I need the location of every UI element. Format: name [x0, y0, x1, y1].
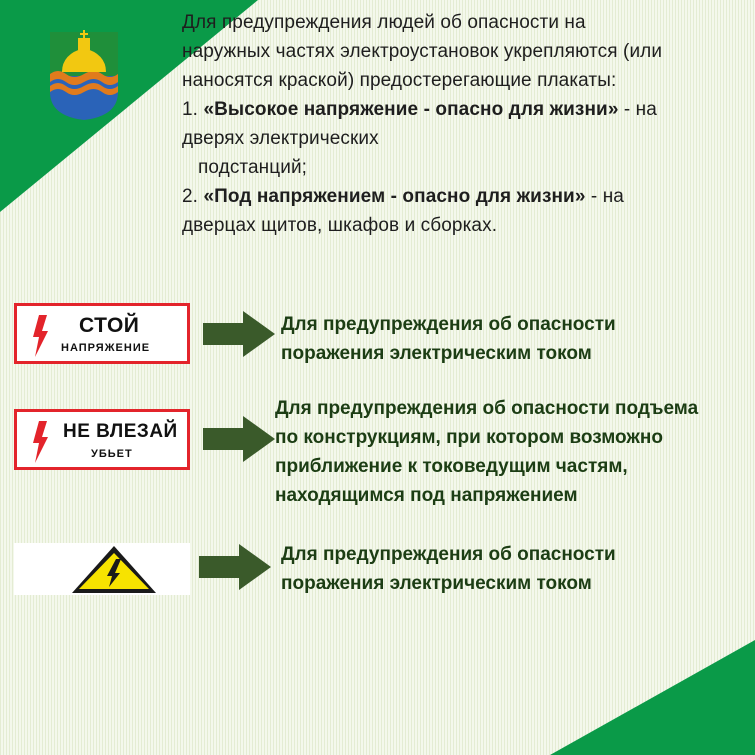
sign-high-voltage-triangle: [14, 543, 190, 595]
intro-text: [182, 8, 747, 240]
list-item-1: [182, 95, 747, 124]
sign-subtitle: НАПРЯЖЕНИЕ: [61, 342, 151, 354]
description-line: поражения электрическим током: [281, 343, 592, 364]
arrow-right-icon: [203, 416, 275, 462]
description-line: Для предупреждения об опасности: [281, 544, 616, 565]
sign-description: [281, 310, 616, 368]
coat-of-arms-icon: [48, 30, 120, 122]
list-item-1-cont: дверях электрических: [182, 128, 379, 149]
list-item-1-cont: подстанций;: [198, 157, 308, 178]
high-voltage-warning-icon: [69, 543, 159, 595]
list-item-tail: - на: [618, 99, 657, 120]
sign-title: СТОЙ: [79, 314, 140, 337]
lightning-bolt-icon: [29, 315, 53, 357]
description-line: приближение к токоведущим частям,: [275, 456, 628, 477]
sign-title: НЕ ВЛЕЗАЙ: [63, 421, 178, 442]
sign-do-not-climb: [14, 409, 190, 470]
intro-line: Для предупреждения людей об опасности на: [182, 12, 586, 33]
list-item-2-cont: дверцах щитов, шкафов и сборках.: [182, 215, 498, 236]
description-line: находящимся под напряжением: [275, 485, 578, 506]
list-item-2: [182, 182, 747, 211]
list-item-number: 2.: [182, 186, 204, 207]
description-line: Для предупреждения об опасности: [281, 314, 616, 335]
description-line: Для предупреждения об опасности подъема: [275, 398, 699, 419]
description-line: по конструкциям, при котором возможно: [275, 427, 663, 448]
lightning-bolt-icon: [29, 421, 53, 463]
list-item-tail: - на: [585, 186, 624, 207]
arrow-right-icon: [203, 311, 275, 357]
sign-stop-voltage: [14, 303, 190, 364]
intro-line: наносятся краской) предостерегающие плакаты:: [182, 70, 617, 91]
sign-description: [281, 540, 616, 598]
intro-line: наружных частях электроустановок укрепляются (или: [182, 41, 663, 62]
sign-subtitle: УБЬЕТ: [91, 448, 133, 460]
description-line: поражения электрическим током: [281, 573, 592, 594]
poster-name-1: «Высокое напряжение - опасно для жизни»: [203, 99, 619, 120]
arrow-right-icon: [199, 544, 271, 590]
sign-description: [275, 394, 698, 510]
list-item-number: 1.: [182, 99, 204, 120]
poster-name-2: «Под напряжением - опасно для жизни»: [203, 186, 586, 207]
